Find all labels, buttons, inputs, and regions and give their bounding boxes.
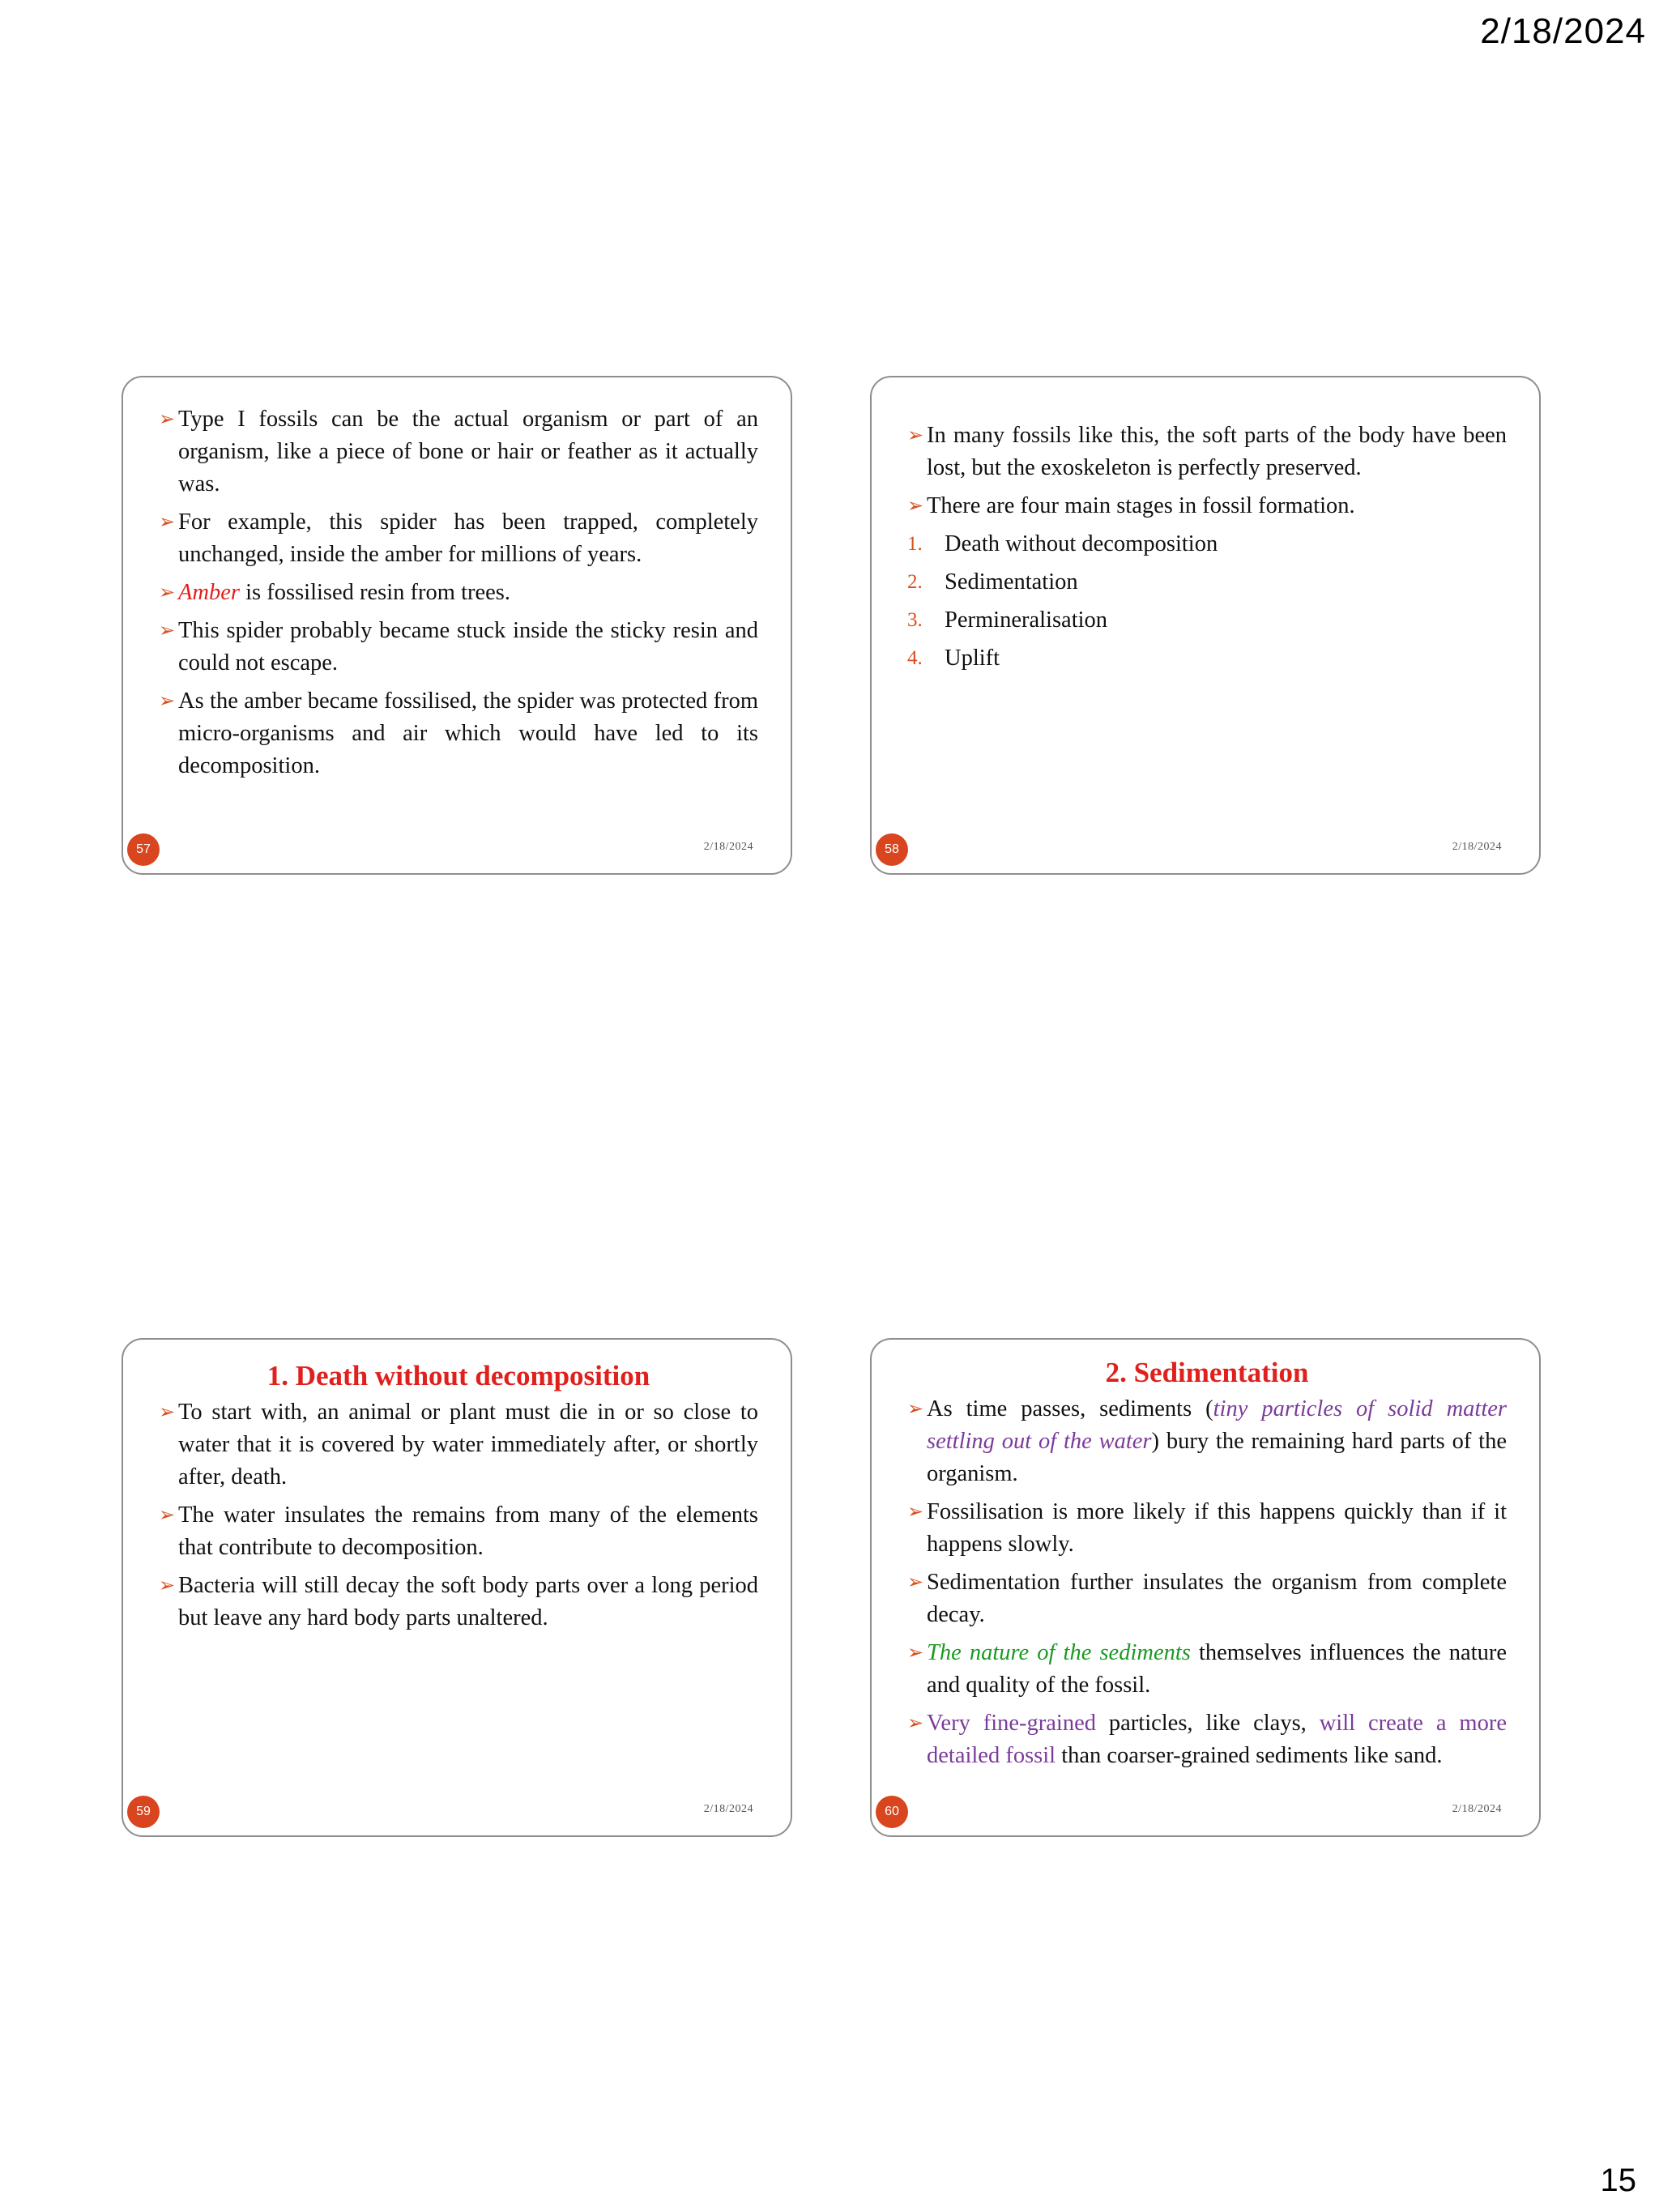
bullet-text: There are four main stages in fossil formation. (927, 493, 1355, 518)
bullet-text: Bacteria will still decay the soft body parts over a long period but leave any hard body parts unaltered. (178, 1573, 758, 1630)
bullet-text: particles, like clays, (1095, 1711, 1320, 1736)
stage-item (907, 604, 1507, 637)
bullet-text: Sedimentation further insulates the organism from complete decay. (927, 1570, 1507, 1627)
bullet-text: This spider probably became stuck inside the sticky resin and could not escape. (178, 618, 758, 676)
slide-body (907, 1356, 1507, 1778)
slide-number-badge: 57 (127, 833, 160, 866)
page-number: 15 (1600, 2163, 1636, 2198)
highlight-term: Very fine-grained (927, 1711, 1096, 1736)
slide-58 (870, 376, 1541, 875)
stage-label: Uplift (945, 646, 1000, 671)
highlight-term: Amber (178, 580, 240, 605)
bullet (159, 615, 758, 680)
bullet-text: As the amber became fossilised, the spider was protected from micro-organisms and air which would have led to its decomposition. (178, 688, 758, 778)
bullet-text: Fossilisation is more likely if this happens quickly than if it happens slowly. (927, 1499, 1507, 1557)
arrow-bullet-icon: ➢ (907, 425, 924, 446)
arrow-bullet-icon: ➢ (907, 1399, 924, 1420)
bullet (159, 1499, 758, 1564)
slide-59 (122, 1338, 792, 1837)
bullet (159, 1570, 758, 1634)
bullet (907, 1707, 1507, 1772)
slide-number-badge: 59 (127, 1796, 160, 1828)
stage-label: Death without decomposition (945, 531, 1218, 556)
bullet (907, 1566, 1507, 1631)
slide-body (907, 420, 1507, 680)
bullet (907, 490, 1507, 522)
arrow-bullet-icon: ➢ (159, 1575, 176, 1596)
slide-60 (870, 1338, 1541, 1837)
highlight-term: will create a more detailed fossil (927, 1711, 1507, 1768)
bullet-text: For example, this spider has been trapped, completely unchanged, inside the amber for millions of years. (178, 509, 758, 567)
bullet-text: Type I fossils can be the actual organism or part of an organism, like a piece of bone or hair or feather as it actually was. (178, 407, 758, 497)
stage-item (907, 528, 1507, 560)
stage-number: 2. (907, 571, 923, 593)
slide-number-badge: 60 (876, 1796, 908, 1828)
stage-number: 1. (907, 533, 923, 555)
bullet (907, 1637, 1507, 1702)
bullet-text: than coarser-grained sediments like sand. (1056, 1743, 1443, 1768)
bullet (159, 403, 758, 501)
arrow-bullet-icon: ➢ (907, 1572, 924, 1593)
stage-label: Permineralisation (945, 607, 1108, 633)
bullet (907, 1496, 1507, 1561)
highlight-term: The nature of the sediments (927, 1640, 1191, 1665)
stage-item (907, 642, 1507, 675)
stage-number: 4. (907, 647, 923, 669)
slide-number-badge: 58 (876, 833, 908, 866)
stage-label: Sedimentation (945, 569, 1078, 595)
bullet-text: In many fossils like this, the soft parts of the body have been lost, but the exoskeleton is perfectly preserved. (927, 423, 1507, 480)
stage-item (907, 566, 1507, 599)
slide-date: 2/18/2024 (1452, 1803, 1502, 1815)
arrow-bullet-icon: ➢ (159, 1402, 176, 1423)
slide-date: 2/18/2024 (1452, 841, 1502, 853)
slide-date: 2/18/2024 (703, 841, 753, 853)
arrow-bullet-icon: ➢ (159, 409, 176, 430)
slide-body (159, 403, 758, 788)
bullet (907, 420, 1507, 484)
bullet (159, 1396, 758, 1494)
arrow-bullet-icon: ➢ (159, 691, 176, 712)
bullet-text: As time passes, sediments ( (927, 1396, 1213, 1421)
slide-title: 1. Death without decomposition (267, 1360, 650, 1392)
bullet-text: ) bury the remaining hard parts of the organism. (927, 1429, 1507, 1486)
arrow-bullet-icon: ➢ (159, 512, 176, 533)
bullet-text: The water insulates the remains from many of the elements that contribute to decomposition. (178, 1502, 758, 1560)
stage-number: 3. (907, 609, 923, 631)
slide-title: 2. Sedimentation (1105, 1357, 1309, 1388)
highlight-definition: tiny particles of solid matter settling out of the water (927, 1396, 1507, 1454)
slide-57 (122, 376, 792, 875)
arrow-bullet-icon: ➢ (907, 1502, 924, 1523)
bullet-text: To start with, an animal or plant must die in or so close to water that it is covered by water immediately after, or shortly after, death. (178, 1400, 758, 1490)
arrow-bullet-icon: ➢ (907, 1713, 924, 1734)
bullet (907, 1393, 1507, 1490)
bullet-text: themselves influences the nature and quality of the fossil. (927, 1640, 1507, 1698)
arrow-bullet-icon: ➢ (159, 582, 176, 603)
slide-body (159, 1359, 758, 1640)
slide-date: 2/18/2024 (703, 1803, 753, 1815)
arrow-bullet-icon: ➢ (159, 620, 176, 641)
bullet (159, 506, 758, 571)
arrow-bullet-icon: ➢ (907, 1643, 924, 1664)
bullet (159, 685, 758, 782)
bullet (159, 577, 758, 609)
arrow-bullet-icon: ➢ (159, 1505, 176, 1526)
page-date: 2/18/2024 (1480, 11, 1646, 51)
bullet-text: is fossilised resin from trees. (239, 580, 511, 605)
arrow-bullet-icon: ➢ (907, 496, 924, 517)
